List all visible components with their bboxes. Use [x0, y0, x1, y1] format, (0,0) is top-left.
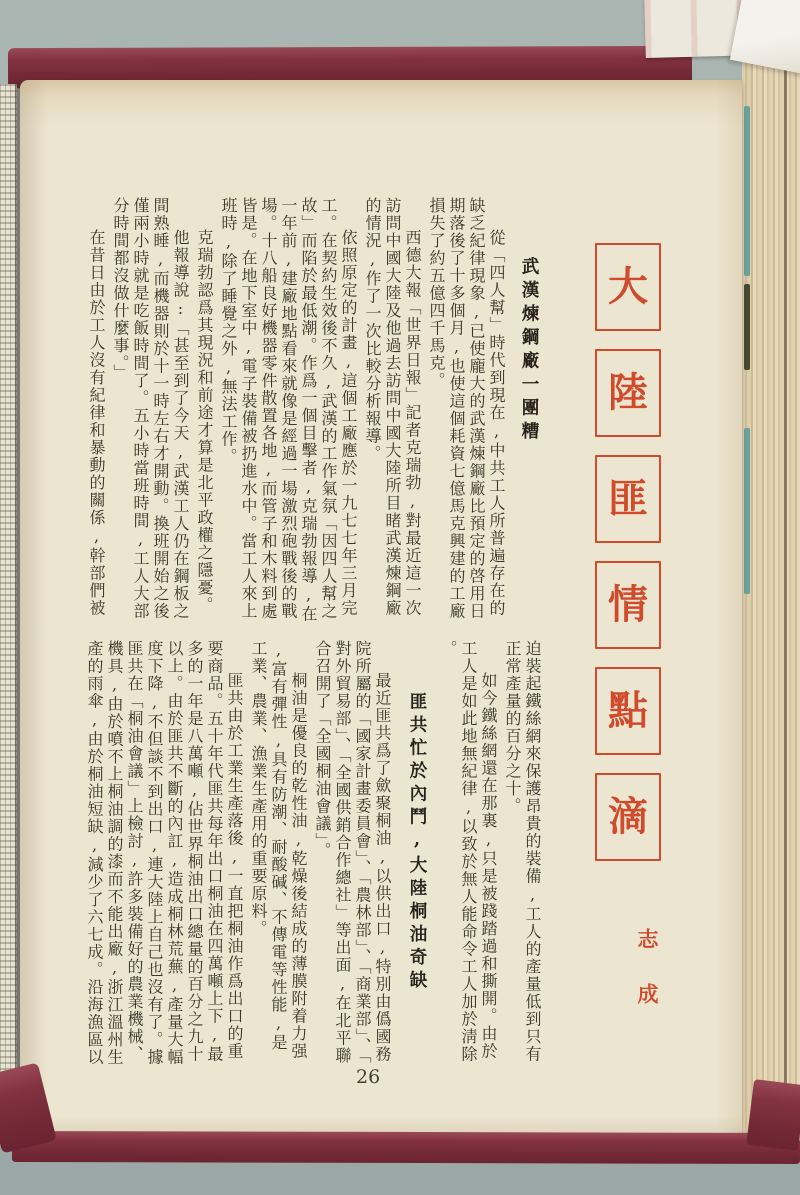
paragraph: 在昔日由於工人沒有紀律和暴動的關係,幹部們被	[87, 229, 106, 617]
tissue-paper-corner	[730, 0, 800, 75]
article2-heading: 匪共忙於內鬥,大陸桐油奇缺	[407, 692, 427, 994]
masthead-char: 滴	[608, 793, 648, 840]
paragraph: 如今鐵絲網還在那裏,只是被踐踏過和撕開。由於工人是如此地無紀律,以致於無人能命令工人加於淸除。	[439, 640, 498, 1063]
masthead-box	[595, 455, 661, 543]
masthead-box	[595, 349, 661, 437]
paragraph: 依照原定的計畫,這個工廠應於一九七七年三月完工。在契約生效後不久,武漢的工作氣氛「因四人幫之故」而陷於最低潮。作爲一個目擊者,克瑞勃報導,在一年前,建廠地點看來就像是經過一場激烈砲戰後的戰場。十八船良好機器零件散置各地,而管子和木料到處皆是。在地下室中,電子裝備被扔進水中。當工人來上班時,除了睡覺之外,無法工作。	[219, 197, 358, 623]
paragraph: 最近匪共爲了歛聚桐油,以供出口,特別由僞國務院所屬的「國家計畫委員會」、「農林部」、「商業部」、「對外貿易部」、「全國供銷合作總社」等出面,在北平聯合召開了「全國桐油會議」。	[313, 640, 392, 1065]
byline: 志成	[635, 928, 660, 1038]
fore-edge-teal-insert-bottom	[744, 428, 750, 594]
fore-edge-dark-line	[784, 55, 787, 1127]
article1-heading: 武漢煉鋼廠一團糟	[519, 257, 539, 445]
paragraph: 桐油是優良的乾性油,乾燥後結成的薄膜附着力强,富有彈性,具有防潮、耐酸碱、不傳電等性能,是工業、農業、漁業生產用的重要原料。	[249, 640, 308, 1060]
masthead-char: 點	[608, 687, 648, 734]
page-number: 26	[356, 1066, 381, 1088]
masthead-title	[595, 243, 661, 879]
masthead-box	[595, 561, 661, 649]
masthead-box	[595, 667, 661, 755]
paragraph-continued: 迫裝起鐵絲網來保護昂貴的裝備,工人的產量低到只有正常產量的百分之十。	[503, 640, 542, 1063]
masthead-char: 大	[608, 263, 648, 310]
paragraph: 西德大報「世界日報」記者克瑞勃,對最近這一次訪問中國大陸及他過去訪問中國大陸所目睹武漢煉鋼廠的情況,作了一次比較分析報導。	[363, 197, 422, 617]
paragraph: 克瑞勃認爲其現況和前途才算是北平政權之隱憂。	[195, 229, 214, 614]
book-page	[20, 80, 742, 1138]
lower-band	[80, 640, 542, 1066]
fore-edge-pages	[742, 55, 800, 1133]
masthead-char: 情	[608, 581, 648, 628]
fore-edge-dark-insert	[744, 284, 750, 370]
article1-upper-band	[82, 197, 542, 623]
paragraph: 匪共由於工業生產落後,一直把桐油作爲出口的重要商品。五十年代匪共每年出口桐油在四萬噸上下,最多的一年是八萬噸,佔世界桐油出口總量的百分之九十以上。由於匪共不斷的內訌,造成桐林荒蕪,產量大幅度下降,不但談不到出口,連大陸上自己也沒有了。據匪共在「桐油會議」上檢討,許多裝備好的農業機械、機具,由於噴不上桐油調的漆而不能出廠,浙江溫州生產的雨傘,由於桐油短缺,減少了六七成。沿海漁區以	[85, 640, 244, 1066]
masthead-box	[595, 773, 661, 861]
book-cover-corner-right	[746, 1079, 800, 1151]
masthead-char: 陸	[608, 369, 648, 416]
book-cover-bottom-edge	[12, 1131, 800, 1164]
fore-edge-teal-insert-top	[744, 106, 750, 276]
paragraph: 他報導說:「甚至到了今天,武漢工人仍在鋼板之間熟睡,而機器則於十一時左右才開動。換班開始之後僅兩小時就是吃飯時間了。五小時當班時間,工人大部分時間都沒做什麼事。」	[111, 197, 190, 620]
masthead-char: 匪	[608, 475, 648, 522]
masthead-box	[595, 243, 661, 331]
paragraph: 從「四人幫」時代到現在,中共工人所普遍存在的缺乏紀律現象,已使龐大的武漢煉鋼廠比預定的啓用日期落後了十多個月,也使這個耗資七億馬克興建的工廠損失了約五億四千馬克。	[427, 197, 506, 620]
